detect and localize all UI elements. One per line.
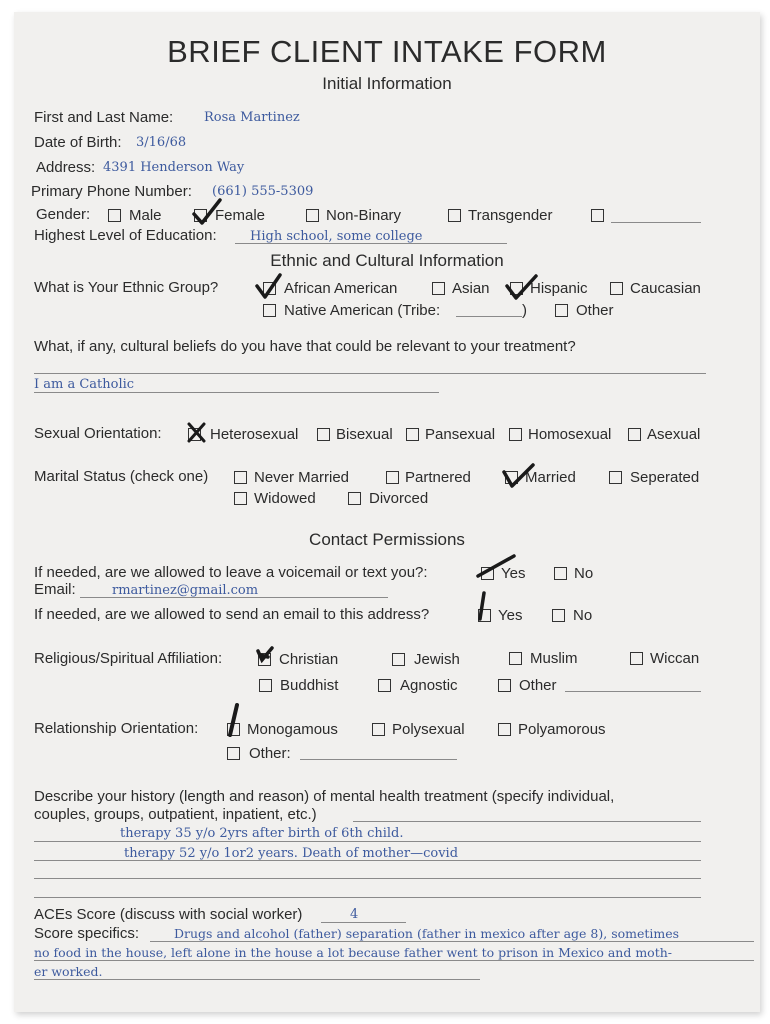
email-label: Email: [34,581,76,598]
religion-other-line[interactable] [565,691,701,692]
relationship-monogamous-label: Monogamous [247,721,338,738]
religion-christian-label: Christian [279,651,339,668]
marital-never-married-label: Never Married [254,469,350,486]
marital-widowed-checkbox[interactable] [234,492,247,505]
orientation-bisexual-checkbox[interactable] [317,428,330,441]
cultural-question: What, if any, cultural beliefs do you have that could be relevant to your treatment? [34,338,576,355]
religion-jewish-label: Jewish [414,651,460,668]
sexual-orientation-label: Sexual Orientation: [34,425,162,442]
marital-separated-label: Seperated [630,469,700,486]
relationship-polysexual-checkbox[interactable] [372,723,385,736]
ethnic-african-american-label: African American [284,280,398,297]
orientation-homosexual-label: Homosexual [528,426,612,443]
phone-value[interactable]: (661) 555-5309 [212,184,314,199]
history-answer-2[interactable]: therapy 52 y/o 1or2 years. Death of mother—covid [124,846,459,861]
section-contact-permissions: Contact Permissions [309,530,465,549]
tribe-line[interactable] [456,316,522,317]
ethnic-other-checkbox[interactable] [555,304,568,317]
religion-muslim-checkbox[interactable] [509,652,522,665]
marital-partnered-checkbox[interactable] [386,471,399,484]
relationship-other-line[interactable] [300,759,457,760]
relationship-other-label: Other: [249,745,291,762]
cultural-line-1 [34,373,706,374]
orientation-asexual-label: Asexual [647,426,701,443]
voicemail-question: If needed, are we allowed to leave a voicemail or text you?: [34,564,428,581]
ethnic-african-american-checkmark [254,273,286,303]
gender-other-checkbox[interactable] [591,209,604,222]
history-question-line1: Describe your history (length and reason) of mental health treatment (specify individual, [34,788,615,805]
orientation-bisexual-label: Bisexual [336,426,393,443]
address-label: Address: [36,159,96,176]
ethnic-hispanic-label: Hispanic [530,280,588,297]
education-label: Highest Level of Education: [34,227,217,244]
gender-transgender-checkbox[interactable] [448,209,461,222]
voicemail-no-label: No [574,565,594,582]
score-specifics-line1[interactable]: Drugs and alcohol (father) separation (father in mexico after age 8), sometimes [174,926,680,941]
religion-wiccan-label: Wiccan [650,650,700,667]
religion-agnostic-label: Agnostic [400,677,458,694]
religion-other-label: Other [519,677,557,694]
history-line-3 [34,860,701,861]
send-email-yes-label: Yes [498,607,523,624]
dob-value[interactable]: 3/16/68 [136,135,187,150]
history-line-5 [34,897,701,898]
ethnic-caucasian-label: Caucasian [630,280,701,297]
gender-male-checkbox[interactable] [108,209,121,222]
dob-label: Date of Birth: [34,134,122,151]
send-email-no-label: No [573,607,593,624]
cultural-answer[interactable]: I am a Catholic [34,377,135,392]
history-line-1 [353,821,701,822]
gender-label: Gender: [36,206,91,223]
gender-transgender-label: Transgender [468,207,553,224]
religion-buddhist-checkbox[interactable] [259,679,272,692]
marital-divorced-checkbox[interactable] [348,492,361,505]
history-line-2 [34,841,701,842]
marital-partnered-label: Partnered [405,469,471,486]
phone-label: Primary Phone Number: [31,183,192,200]
voicemail-yes-checkmark [474,552,518,584]
aces-line [321,922,406,923]
ethnic-asian-checkbox[interactable] [432,282,445,295]
marital-widowed-label: Widowed [254,490,316,507]
orientation-asexual-checkbox[interactable] [628,428,641,441]
marital-married-checkmark [500,462,538,492]
send-email-question: If needed, are we allowed to send an email to this address? [34,606,430,623]
ethnic-hispanic-checkmark [504,274,540,304]
score-specifics-line2[interactable]: no food in the house, left alone in the house a lot because father went to prison in Mexico and moth- [34,945,673,960]
form-title: BRIEF CLIENT INTAKE FORM [167,34,607,69]
religion-agnostic-checkbox[interactable] [378,679,391,692]
education-line [235,243,507,244]
education-value[interactable]: High school, some college [250,229,423,244]
relationship-monogamous-checkmark [221,702,245,740]
religion-muslim-label: Muslim [530,650,578,667]
orientation-pansexual-label: Pansexual [425,426,496,443]
religion-jewish-checkbox[interactable] [392,653,405,666]
name-label: First and Last Name: [34,109,174,126]
voicemail-yes-label: Yes [501,565,526,582]
score-specifics-label: Score specifics: [34,925,140,942]
gender-female-checkmark [190,198,230,228]
aces-label: ACEs Score (discuss with social worker) [34,906,303,923]
tribe-close-paren: ) [522,302,527,319]
relationship-label: Relationship Orientation: [34,720,199,737]
marital-divorced-label: Divorced [369,490,429,507]
orientation-heterosexual-label: Heterosexual [210,426,299,443]
ethnic-group-label: What is Your Ethnic Group? [34,279,219,296]
send-email-yes-checkmark [472,590,492,624]
send-email-no-checkbox[interactable] [552,609,565,622]
score-specifics-line3[interactable]: er worked. [34,964,103,979]
score-specifics-rule-3 [34,979,480,980]
email-line [80,597,388,598]
relationship-other-checkbox[interactable] [227,747,240,760]
ethnic-asian-label: Asian [452,280,490,297]
gender-nonbinary-label: Non-Binary [326,207,402,224]
marital-separated-checkbox[interactable] [609,471,622,484]
address-value[interactable]: 4391 Henderson Way [103,160,245,175]
religion-label: Religious/Spiritual Affiliation: [34,650,223,667]
relationship-polyamorous-checkbox[interactable] [498,723,511,736]
name-value[interactable]: Rosa Martinez [204,110,300,125]
ethnic-caucasian-checkbox[interactable] [610,282,623,295]
history-answer-1[interactable]: therapy 35 y/o 2yrs after birth of 6th child. [120,826,404,841]
voicemail-no-checkbox[interactable] [554,567,567,580]
cultural-line-2 [34,392,439,393]
gender-nonbinary-checkbox[interactable] [306,209,319,222]
relationship-polyamorous-label: Polyamorous [518,721,606,738]
gender-female-label: Female [215,207,266,224]
ethnic-native-american-label: Native American (Tribe: [284,302,441,319]
score-specifics-rule-2 [34,960,754,961]
orientation-pansexual-checkbox[interactable] [406,428,419,441]
ethnic-native-american-checkbox[interactable] [263,304,276,317]
ethnic-other-label: Other [576,302,614,319]
orientation-heterosexual-checkmark [186,421,208,445]
marital-married-label: Married [525,469,576,486]
orientation-homosexual-checkbox[interactable] [509,428,522,441]
religion-other-checkbox[interactable] [498,679,511,692]
score-specifics-rule-1 [150,941,754,942]
aces-value[interactable]: 4 [350,907,359,922]
marital-never-married-checkbox[interactable] [234,471,247,484]
history-line-4 [34,878,701,879]
email-value[interactable]: rmartinez@gmail.com [112,583,259,598]
intake-form-page [14,12,760,1012]
religion-buddhist-label: Buddhist [280,677,339,694]
history-question-line2: couples, groups, outpatient, inpatient, etc.) [34,806,317,823]
religion-wiccan-checkbox[interactable] [630,652,643,665]
relationship-polysexual-label: Polysexual [392,721,465,738]
gender-male-label: Male [129,207,162,224]
marital-label: Marital Status (check one) [34,468,209,485]
gender-other-line[interactable] [611,222,701,223]
section-ethnic-cultural: Ethnic and Cultural Information [270,251,504,270]
section-initial-information: Initial Information [322,74,452,93]
religion-christian-checkmark [254,643,276,667]
